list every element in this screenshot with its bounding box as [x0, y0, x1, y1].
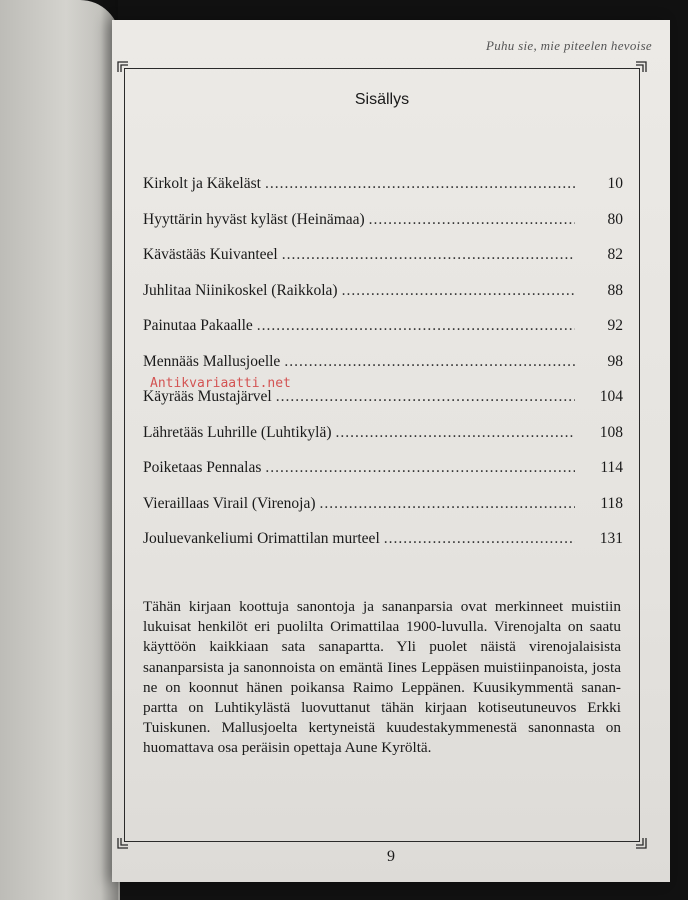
toc-entry-title: Kävästääs Kuivanteel — [143, 246, 278, 263]
toc-entry-page: 98 — [607, 352, 623, 370]
ornamental-frame — [124, 68, 640, 842]
toc-entry-title: Hyyttärin hyväst kyläst (Heinämaa) — [143, 210, 365, 228]
running-head: Puhu sie, mie piteelen hevoise — [485, 38, 652, 53]
toc-entry-title: Painutaa Pakaalle — [143, 317, 253, 334]
toc-dot-leader — [369, 211, 575, 229]
book-page — [112, 20, 670, 882]
toc-entry — [143, 175, 623, 211]
toc-entry — [143, 424, 623, 460]
toc-entry-page: 88 — [607, 281, 623, 299]
toc-entry-page: 82 — [607, 246, 623, 263]
introduction-text: Tähän kirjaan koottuja sanontoja ja sananparsia ovat merkinneet muistiin lukuisat henkilöt eri puolilta Orimattilaa 1900-luvulla. Virenojalta on saatu käyttöön kaikkiaan sata sanapartta. Yli puolet näistä virenojalaisista sananparsista ja sanonnoista on emäntä Iines Leppäsen muistiinpanoista, josta ne on koonnut hänen poikansa Raimo Leppänen. Kuusikymmentä sanan-partta on Luhtikylästä luovuttanut tähän kirjaan kotiseutuneuvos Erkki Tuiskunen. Mallusjoelta kertyneistä kuudestakymmenestä sanonnasta on huomattava osa peräisin opettaja Aune Kyröltä. — [143, 598, 621, 757]
toc-entry-page: 108 — [599, 423, 623, 441]
toc-dot-leader — [342, 282, 575, 300]
toc-dot-leader — [284, 353, 575, 371]
table-of-contents — [143, 175, 623, 566]
page-number: 9 — [387, 848, 395, 865]
toc-dot-leader — [265, 175, 575, 193]
toc-entry — [143, 530, 623, 566]
toc-entry-title: Mennääs Mallusjoelle — [143, 352, 281, 370]
toc-entry — [143, 211, 623, 247]
toc-entry — [143, 388, 623, 424]
toc-dot-leader — [282, 246, 575, 264]
toc-dot-leader — [384, 530, 575, 548]
toc-entry-title: Kirkolt ja Käkeläst — [143, 175, 261, 192]
watermark-text: Antikvariaatti.net — [150, 376, 291, 391]
toc-entry — [143, 495, 623, 531]
toc-dot-leader — [320, 495, 575, 513]
toc-dot-leader — [257, 317, 575, 335]
toc-entry-title: Käyrääs Mustajärvel — [143, 388, 272, 405]
toc-heading: Sisällys — [354, 91, 410, 108]
toc-entry-title: Jouluevankeliumi Orimattilan murteel — [143, 530, 380, 547]
toc-entry — [143, 246, 623, 282]
frame-corner-ornament — [117, 61, 129, 73]
toc-entry-title: Lähretääs Luhrille (Luhtikylä) — [143, 423, 332, 441]
toc-entry-page: 104 — [599, 388, 623, 405]
toc-entry-page: 10 — [607, 175, 623, 192]
toc-entry — [143, 317, 623, 353]
toc-entry-page: 118 — [600, 494, 623, 512]
toc-entry — [143, 282, 623, 318]
introduction-paragraph — [143, 597, 621, 759]
toc-entry-title: Vieraillaas Virail (Virenoja) — [143, 494, 316, 512]
toc-entry — [143, 459, 623, 495]
frame-corner-ornament — [635, 61, 647, 73]
toc-entry-title: Juhlitaa Niinikoskel (Raikkola) — [143, 281, 338, 299]
toc-entry-title: Poiketaas Pennalas — [143, 459, 262, 476]
toc-dot-leader — [336, 424, 575, 442]
toc-dot-leader — [276, 388, 575, 406]
toc-entry-page: 80 — [607, 210, 623, 228]
toc-entry-page: 114 — [600, 459, 623, 476]
toc-dot-leader — [265, 459, 575, 477]
toc-entry-page: 131 — [599, 530, 623, 547]
toc-entry-page: 92 — [607, 317, 623, 334]
